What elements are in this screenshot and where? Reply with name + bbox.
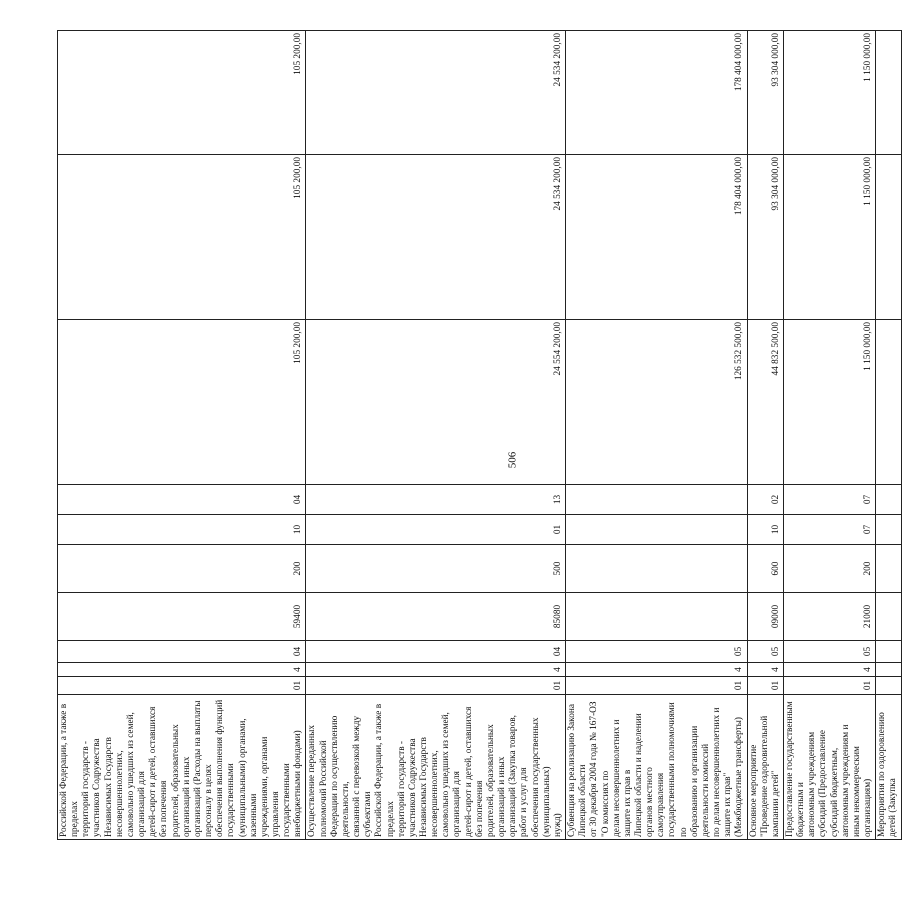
row-name-line: территорий государств - участников Содружества [81, 738, 103, 837]
row-name-line: Осуществление переданных полномочий Российской [307, 725, 329, 837]
code-cell [876, 515, 901, 545]
code-cell [876, 593, 901, 641]
code-cell: 01 [306, 677, 566, 695]
row-name-line: самоуправления государственными полномочиями по [656, 702, 689, 837]
code-cell: 600 [747, 545, 783, 593]
amount-cell: 1 150 000,00 [784, 320, 876, 485]
row-name-line: по делам несовершеннолетних и защите их прав" [712, 707, 734, 837]
row-name-line: организаций (Закупка товаров, работ и услуг для [508, 715, 530, 837]
code-cell: 04 [58, 641, 306, 663]
code-cell: 04 [58, 485, 306, 515]
row-name-line: самовольно ушедших из семей, организаций для [125, 712, 148, 837]
code-cell [566, 593, 748, 641]
table-row [747, 31, 783, 840]
amount-cell [876, 31, 901, 155]
code-cell: 4 [747, 663, 783, 677]
row-name-cell [306, 695, 566, 840]
code-cell: 4 [58, 663, 306, 677]
row-name-line: родителей, образовательных организаций и иных [485, 724, 508, 837]
code-cell [876, 663, 901, 677]
row-name-line: автономным учреждениям субсидий (Предоставление [807, 730, 829, 837]
amount-cell: 93 304 000,00 [747, 155, 783, 320]
code-cell: 85080 [306, 593, 566, 641]
rotated-table-wrapper [57, 31, 899, 840]
code-cell: 200 [784, 545, 876, 593]
code-cell [566, 545, 748, 593]
amount-cell: 44 832 500,00 [747, 320, 783, 485]
budget-table [57, 30, 902, 840]
row-name-line: обеспечения государственных (муниципальных) [530, 717, 552, 837]
row-name-line: (Межбюджетные трансферты) [734, 716, 745, 837]
code-cell [566, 515, 748, 545]
code-cell: 01 [566, 677, 748, 695]
row-name-line: субсидий бюджетным, автономным учреждениям и [829, 724, 851, 837]
code-cell: 01 [784, 677, 876, 695]
row-name-line: Российской Федерации, а также в пределах [374, 703, 396, 837]
amount-cell: 24 534 200,00 [306, 155, 566, 320]
code-cell: 07 [784, 515, 876, 545]
row-name-line: организаций (Расходы на выплаты персоналу в целях [192, 700, 215, 837]
row-name-cell [58, 695, 306, 840]
row-name-cell [566, 695, 748, 840]
row-name-line: Предоставление государственным бюджетным и [785, 701, 807, 837]
code-cell: 05 [747, 641, 783, 663]
code-cell: 21000 [784, 593, 876, 641]
table-stage [57, 31, 899, 840]
row-name-line: (муниципальными) органами, казенными [237, 718, 259, 837]
row-name-line: учреждениями, органами управления [259, 736, 281, 837]
table-row [566, 31, 748, 840]
row-name-line: территорий государств - участников Содружества [396, 738, 418, 837]
row-name-line: Федерации по осуществлению деятельности, [329, 715, 351, 837]
code-cell: 02 [747, 485, 783, 515]
code-cell [876, 641, 901, 663]
amount-cell: 24 534 200,00 [306, 31, 566, 155]
table-row [876, 31, 901, 840]
row-name-line: родителей, образовательных организаций и иных [170, 724, 192, 837]
code-cell: 01 [747, 677, 783, 695]
code-cell: 10 [58, 515, 306, 545]
row-name-line: Независимых Государств несовершеннолетних, [419, 737, 441, 837]
code-cell: 500 [306, 545, 566, 593]
row-name-line: делам несовершеннолетних и защите их прав в [611, 719, 633, 837]
table-row [306, 31, 566, 840]
amount-cell [876, 155, 901, 320]
code-cell [566, 485, 748, 515]
table-row [58, 31, 306, 840]
row-name-line: государственными внебюджетными фондами) [282, 730, 304, 837]
code-cell: 13 [306, 485, 566, 515]
row-name-line: обеспечения выполнения функций государственными [215, 699, 237, 837]
row-name-line: Основное мероприятие "Проведение оздоровительной [748, 715, 770, 837]
amount-cell: 105 200,00 [58, 320, 306, 485]
code-cell: 59400 [58, 593, 306, 641]
row-name-line: Субвенция на реализацию Закона Липецкой области [567, 704, 589, 837]
code-cell: 4 [784, 663, 876, 677]
row-name-line: кампании детей" [770, 770, 781, 837]
amount-cell: 1 150 000,00 [784, 31, 876, 155]
row-name-cell [876, 695, 901, 840]
amount-cell: 105 200,00 [58, 31, 306, 155]
amount-cell: 178 404 000,00 [566, 31, 748, 155]
row-name-cell [747, 695, 783, 840]
code-cell: 01 [58, 677, 306, 695]
page-number-text: 506 [506, 451, 518, 469]
row-name-line: связанной с перевозкой между субъектами [352, 715, 374, 837]
code-cell: 05 [566, 641, 748, 663]
row-name-line: образованию и организации деятельности комиссий [689, 725, 711, 837]
row-name-line: детей-сирот и детей, оставшихся без попечения [463, 706, 485, 837]
code-cell [876, 485, 901, 515]
code-cell [876, 677, 901, 695]
row-name-line: от 30 декабря 2004 года № 167-ОЗ "О комиссиях по [589, 701, 611, 837]
code-cell: 4 [566, 663, 748, 677]
row-name-line: Российской Федерации, а также в пределах [59, 703, 81, 837]
row-name-line: Мероприятия по оздоровлению детей (Закупка [877, 712, 899, 837]
row-name-line: иным некоммерческим организациям) [851, 746, 874, 837]
amount-cell: 178 404 000,00 [566, 155, 748, 320]
row-name-line: нужд) [552, 813, 563, 837]
amount-cell [876, 320, 901, 485]
row-name-cell [784, 695, 876, 840]
code-cell: 4 [306, 663, 566, 677]
amount-cell: 126 532 500,00 [566, 320, 748, 485]
amount-cell: 93 304 000,00 [747, 31, 783, 155]
amount-cell: 24 554 200,00 [306, 320, 566, 485]
table-body [58, 31, 902, 840]
row-name-line: самовольно ушедших из семей, организаций для [441, 712, 463, 837]
code-cell: 01 [306, 515, 566, 545]
row-name-line: Независимых Государств несовершеннолетних, [103, 737, 125, 837]
code-cell: 10 [747, 515, 783, 545]
code-cell: 05 [784, 641, 876, 663]
code-cell [876, 545, 901, 593]
table-row [784, 31, 876, 840]
code-cell: 09000 [747, 593, 783, 641]
amount-cell: 1 150 000,00 [784, 155, 876, 320]
amount-cell: 105 200,00 [58, 155, 306, 320]
code-cell: 04 [306, 641, 566, 663]
row-name-line: детей-сирот и детей, оставшихся без попечения [148, 706, 170, 837]
code-cell: 07 [784, 485, 876, 515]
row-name-line: Липецкой области и наделении органов местного [633, 713, 656, 837]
code-cell: 200 [58, 545, 306, 593]
